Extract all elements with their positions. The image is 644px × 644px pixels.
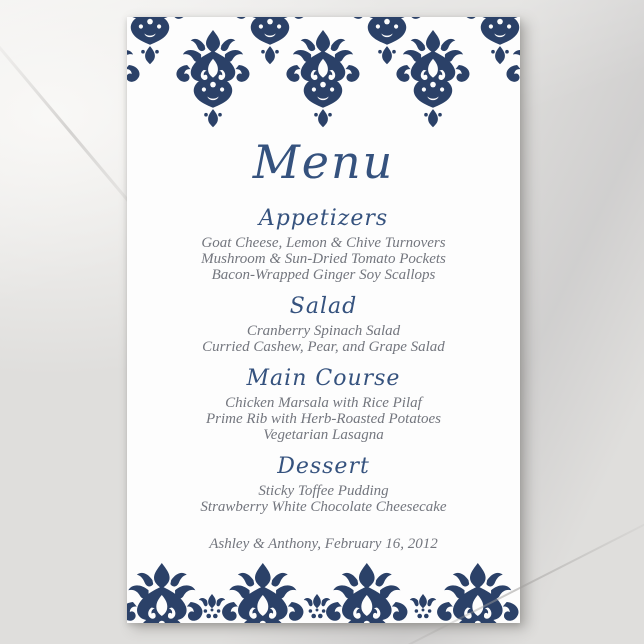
menu-card bbox=[127, 17, 520, 623]
menu-section-main-course bbox=[127, 366, 520, 443]
menu-items bbox=[127, 323, 520, 355]
section-header-appetizers: Appetizers bbox=[258, 206, 389, 231]
section-header-main-course: Main Course bbox=[246, 366, 401, 391]
menu-section-appetizers bbox=[127, 206, 520, 283]
menu-item: Goat Cheese, Lemon & Chive Turnovers bbox=[201, 235, 446, 251]
menu-item: Strawberry White Chocolate Cheesecake bbox=[200, 499, 447, 515]
menu-items bbox=[127, 395, 520, 443]
menu-item: Chicken Marsala with Rice Pilaf bbox=[225, 395, 422, 411]
menu-item: Mushroom & Sun-Dried Tomato Pockets bbox=[201, 251, 446, 267]
section-header-dessert: Dessert bbox=[277, 454, 370, 479]
menu-item: Cranberry Spinach Salad bbox=[246, 323, 401, 339]
section-header-salad: Salad bbox=[289, 294, 358, 319]
menu-items bbox=[127, 483, 520, 515]
menu-title: Menu bbox=[252, 135, 395, 189]
menu-content bbox=[127, 17, 520, 623]
menu-section-dessert bbox=[127, 454, 520, 515]
couple-and-date-line: Ashley & Anthony, February 16, 2012 bbox=[209, 536, 438, 552]
menu-items bbox=[127, 235, 520, 283]
menu-item: Vegetarian Lasagna bbox=[263, 427, 384, 443]
menu-item: Prime Rib with Herb-Roasted Potatoes bbox=[206, 411, 441, 427]
menu-item: Sticky Toffee Pudding bbox=[258, 483, 389, 499]
menu-item: Curried Cashew, Pear, and Grape Salad bbox=[202, 339, 445, 355]
menu-section-salad bbox=[127, 294, 520, 355]
menu-item: Bacon-Wrapped Ginger Soy Scallops bbox=[211, 267, 436, 283]
